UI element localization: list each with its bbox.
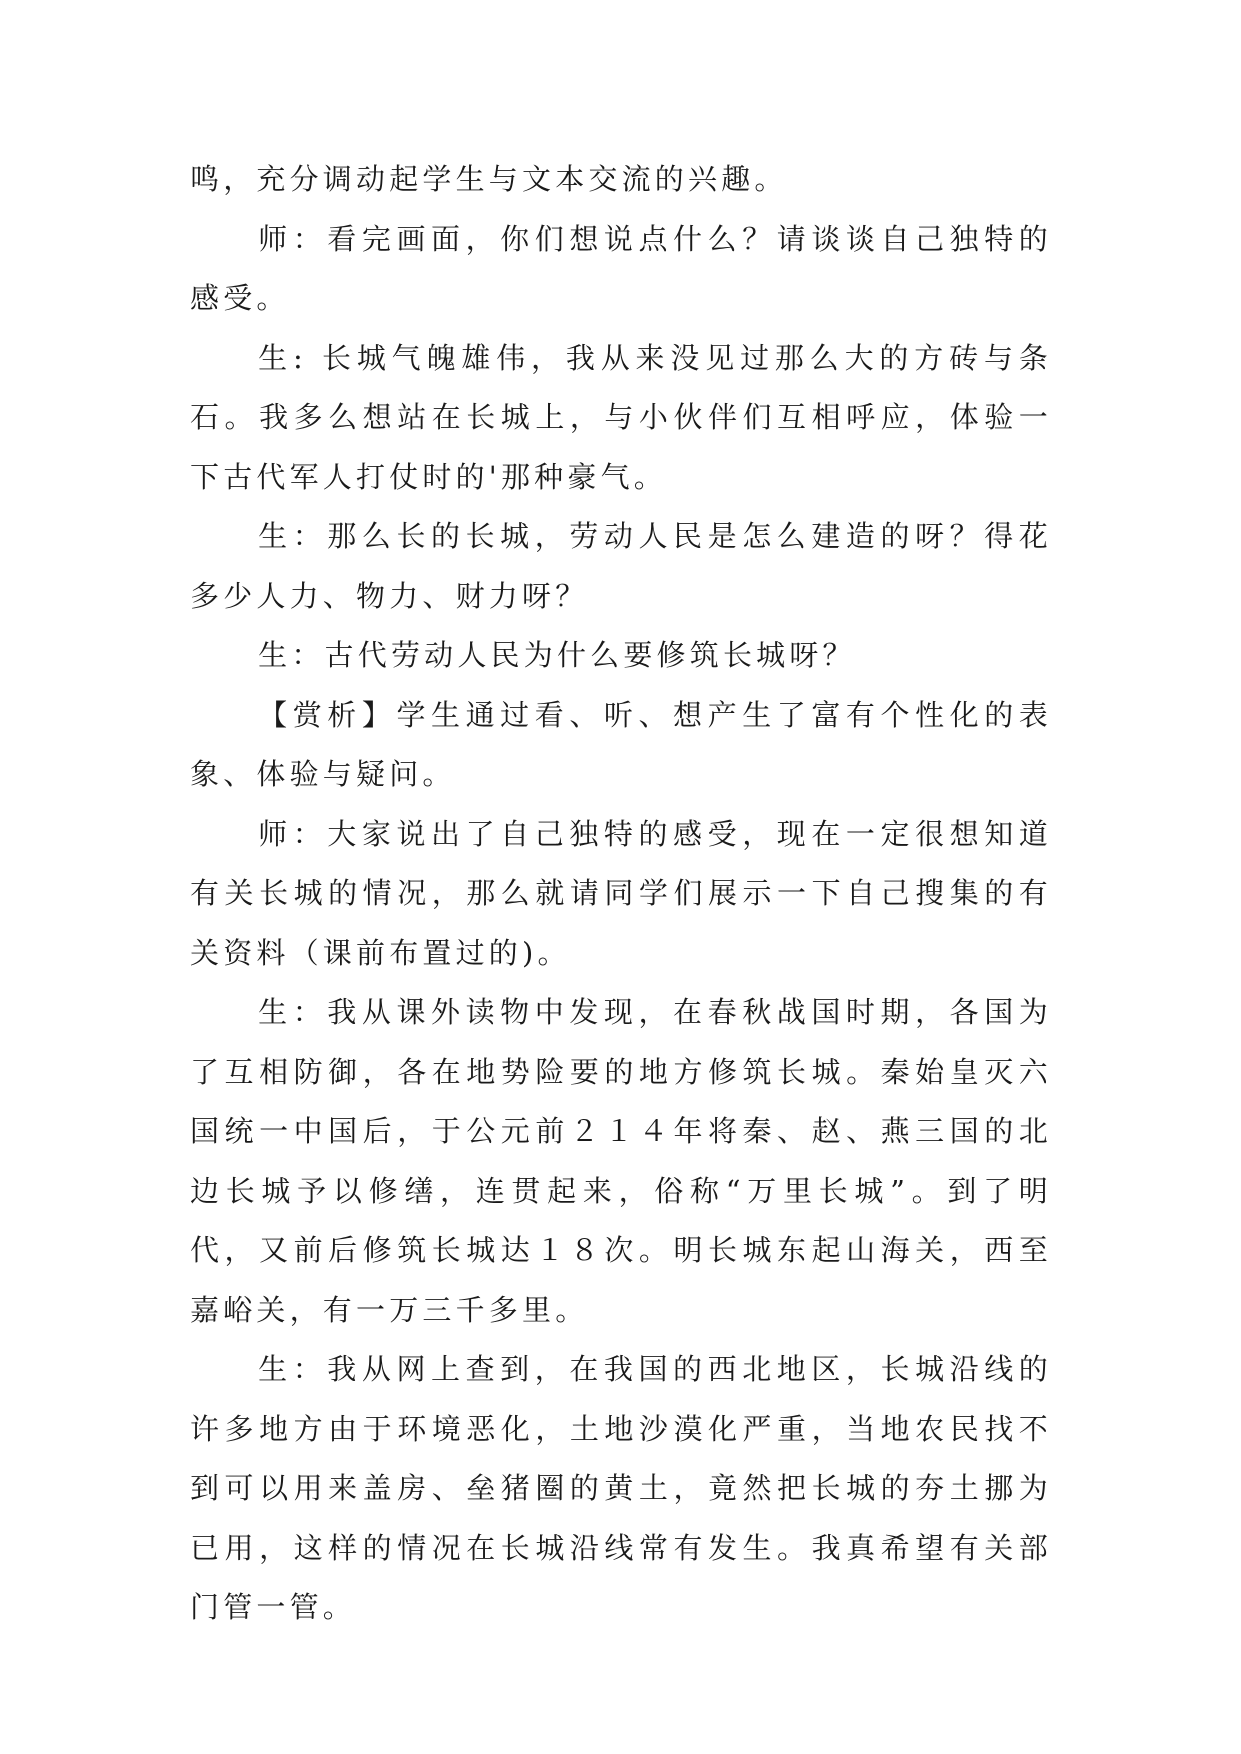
paragraph-student-response-1: 生: 长城气魄雄伟，我从来没见过那么大的方砖与条石。我多么想站在长城上，与小伙伴们互相呼应，体验一下古代军人打仗时的'那种豪气。: [190, 340, 1052, 494]
paragraph-continuation: 鸣，充分调动起学生与文本交流的兴趣。: [190, 162, 788, 196]
paragraph-student-research-1: 生：我从课外读物中发现，在春秋战国时期，各国为了互相防御，各在地势险要的地方修筑长城。秦始皇灭六国统一中国后，于公元前２１４年将秦、赵、燕三国的北边长城予以修缮，连贯起来，俗称“万里长城”。到了明代，又前后修筑长城达１８次。明长城东起山海关，西至嘉峪关，有一万三千多里。: [190, 995, 1052, 1327]
paragraph-teacher-question: 师：看完画面，你们想说点什么？请谈谈自己独特的感受。: [190, 221, 1052, 315]
paragraph-student-response-3: 生：古代劳动人民为什么要修筑长城呀？: [258, 638, 856, 672]
paragraph-teacher-prompt: 师：大家说出了自己独特的感受，现在一定很想知道有关长城的情况，那么就请同学们展示一下自己搜集的有关资料（课前布置过的)。: [190, 816, 1052, 970]
paragraph-appreciation: 【赏析】学生通过看、听、想产生了富有个性化的表象、体验与疑问。: [190, 697, 1052, 791]
document-body: [190, 150, 1052, 1638]
paragraph-student-response-2: 生：那么长的长城，劳动人民是怎么建造的呀？得花多少人力、物力、财力呀？: [190, 519, 1052, 613]
paragraph-student-research-2: 生：我从网上查到，在我国的西北地区，长城沿线的许多地方由于环境恶化，土地沙漠化严重，当地农民找不到可以用来盖房、垒猪圈的黄土，竟然把长城的夯土挪为已用，这样的情况在长城沿线常有发生。我真希望有关部门管一管。: [190, 1352, 1052, 1624]
